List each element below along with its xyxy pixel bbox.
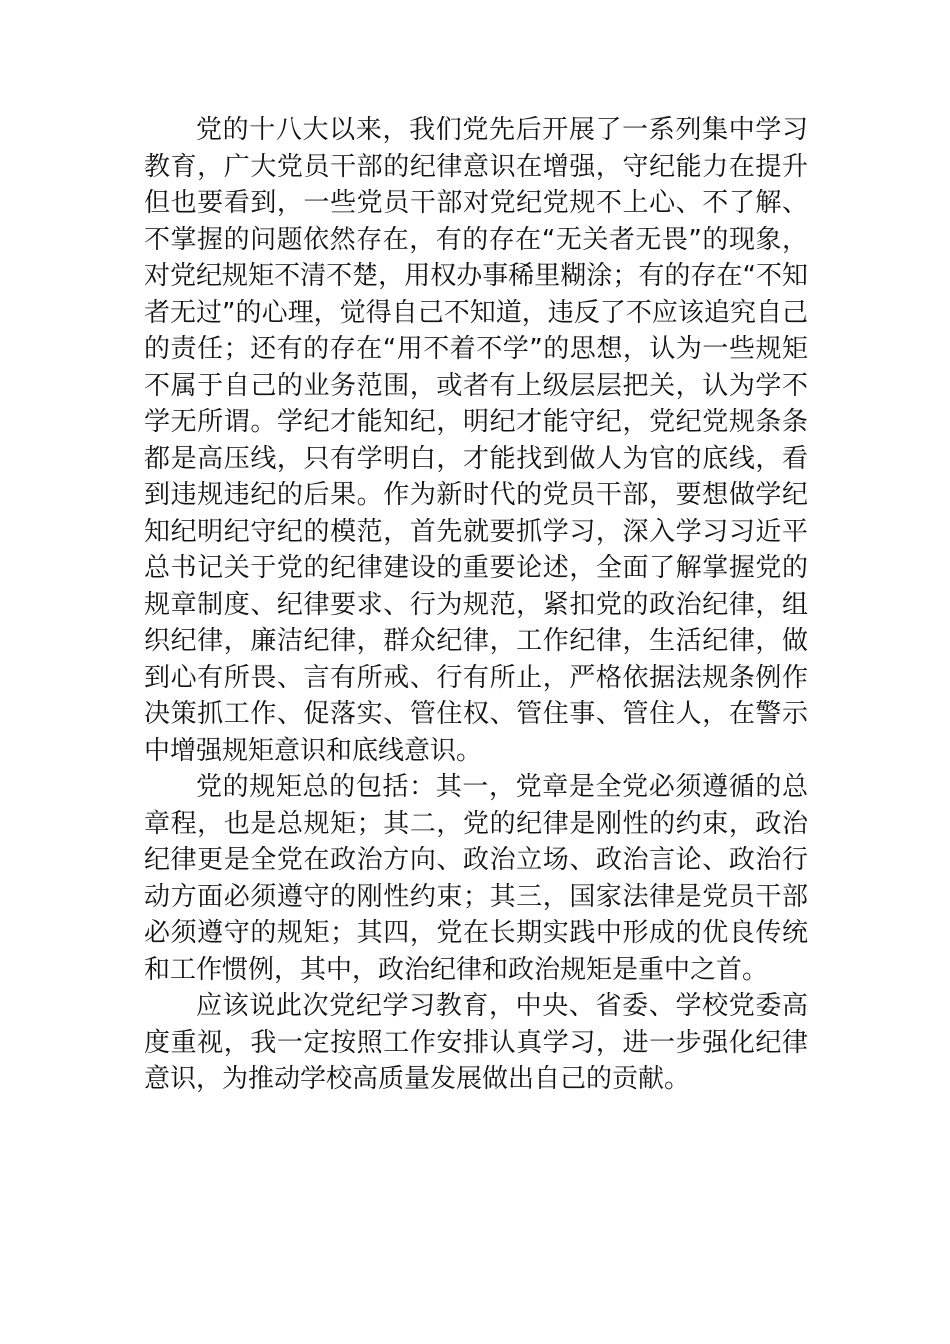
paragraph-1: 党的十八大以来，我们党先后开展了一系列集中学习教育，广大党员干部的纪律意识在增强，守纪能力在提升但也要看到，一些党员干部对党纪党规不上心、不了解、不掌握的问题依然存在，有的存在“无关者无畏”的现象，对党纪规矩不清不楚，用权办事稀里糊涂；有的存在“不知者无过”的心理，觉得自己不知道，违反了不应该追究自己的责任；还有的存在“用不着不学”的思想，认为一些规矩不属于自己的业务范围，或者有上级层层把关，认为学不学无所谓。学纪才能知纪，明纪才能守纪，党纪党规条条都是高压线，只有学明白，才能找到做人为官的底线，看到违规违纪的后果。作为新时代的党员干部，要想做学纪知纪明纪守纪的模范，首先就要抓学习，深入学习习近平总书记关于党的纪律建设的重要论述，全面了解掌握党的规章制度、纪律要求、行为规范，紧扣党的政治纪律，组织纪律，廉洁纪律，群众纪律，工作纪律，生活纪律，做到心有所畏、言有所戒、行有所止，严格依据法规条例作决策抓工作、促落实、管住权、管住事、管住人，在警示中增强规矩意识和底线意识。 <box>144 115 808 766</box>
paragraph-2: 党的规矩总的包括：其一，党章是全党必须遵循的总章程，也是总规矩；其二，党的纪律是刚性的约束，政治纪律更是全党在政治方向、政治立场、政治言论、政治行动方面必须遵守的刚性约束；其三，国家法律是党员干部必须遵守的规矩；其四，党在长期实践中形成的优良传统和工作惯例，其中，政治纪律和政治规矩是重中之首。 <box>144 772 808 985</box>
document-body <box>144 112 808 1098</box>
paragraph-3: 应该说此次党纪学习教育，中央、省委、学校党委高度重视，我一定按照工作安排认真学习，进一步强化纪律意识，为推动学校高质量发展做出自己的贡献。 <box>144 991 808 1094</box>
